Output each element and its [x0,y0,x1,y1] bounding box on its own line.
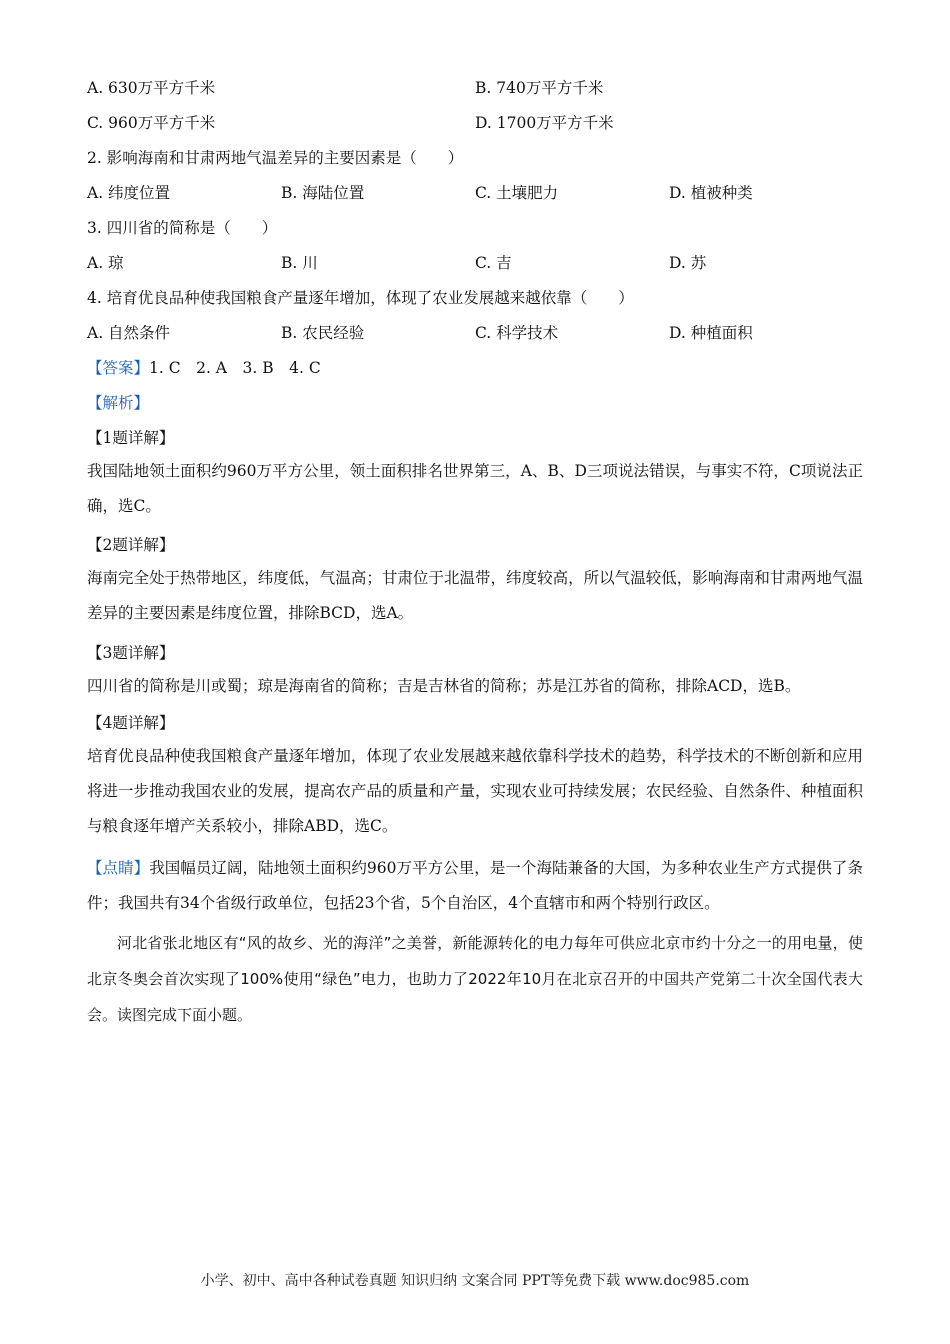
q4-option-a: A. 自然条件 [87,324,171,342]
detail-2-text: 海南完全处于热带地区，纬度低，气温高；甘肃位于北温带，纬度较高，所以气温较低，影响海南和甘肃两地气温差异的主要因素是纬度位置，排除BCD，选A。 [87,569,863,622]
q2-option-a: A. 纬度位置 [87,184,171,202]
q4-option-b: B. 农民经验 [281,324,365,342]
key-point-tag: 【点睛】 [87,859,150,877]
q1-option-c: C. 960万平方千米 [87,114,216,132]
detail-4-title: 【4题详解】 [87,714,175,732]
q2-option-c: C. 土壤肥力 [475,184,559,202]
q2-option-b: B. 海陆位置 [281,184,365,202]
detail-1-text: 我国陆地领土面积约960万平方公里，领土面积排名世界第三，A、B、D三项说法错误，与事实不符，C项说法正确，选C。 [87,462,863,515]
q3-option-d: D. 苏 [669,254,707,272]
answer-line [87,356,321,378]
q3-option-b: B. 川 [281,254,318,272]
detail-4-text: 培育优良品种使我国粮食产量逐年增加，体现了农业发展越来越依靠科学技术的趋势，科学技术的不断创新和应用将进一步推动我国农业的发展，提高农产品的质量和产量，实现农业可持续发展；农民经验、自然条件、种植面积与粮食逐年增产关系较小，排除ABD，选C。 [87,747,863,835]
analysis-tag: 【解析】 [87,394,150,412]
page-footer: 小学、初中、高中各种试卷真题 知识归纳 文案合同 PPT等免费下载 www.doc985.com [200,1273,750,1289]
q3-stem: 3. 四川省的简称是（ ） [87,219,278,237]
detail-2-title: 【2题详解】 [87,536,175,554]
detail-3-title: 【3题详解】 [87,644,175,662]
q3-option-a: A. 琼 [87,254,124,272]
q4-stem: 4. 培育优良品种使我国粮食产量逐年增加，体现了农业发展越来越依靠（ ） [87,289,634,307]
q4-option-c: C. 科学技术 [475,324,559,342]
q1-option-a: A. 630万平方千米 [87,79,216,97]
q2-option-d: D. 植被种类 [669,184,753,202]
key-point-text: 我国幅员辽阔，陆地领土面积约960万平方公里，是一个海陆兼备的大国，为多种农业生产方式提供了条件；我国共有34个省级行政单位，包括23个省，5个自治区，4个直辖市和两个特别行政区。 [87,859,863,912]
answer-text: 1. C 2. A 3. B 4. C [149,359,321,377]
key-point [87,851,863,921]
reading-passage: 河北省张北地区有“风的故乡、光的海洋”之美誉，新能源转化的电力每年可供应北京市约十分之一的用电量，使北京冬奥会首次实现了100%使用“绿色”电力，也助力了2022年10月在北京召开的中国共产党第二十次全国代表大会。读图完成下面小题。 [87,934,863,1024]
q4-option-d: D. 种植面积 [669,324,753,342]
detail-1-title: 【1题详解】 [87,429,175,447]
q2-stem: 2. 影响海南和甘肃两地气温差异的主要因素是（ ） [87,149,464,167]
q1-option-b: B. 740万平方千米 [475,79,604,97]
detail-3-text: 四川省的简称是川或蜀；琼是海南省的简称；吉是吉林省的简称；苏是江苏省的简称，排除ACD，选B。 [87,677,801,695]
answer-tag: 【答案】 [87,359,150,377]
q1-option-d: D. 1700万平方千米 [475,114,614,132]
q3-option-c: C. 吉 [475,254,512,272]
